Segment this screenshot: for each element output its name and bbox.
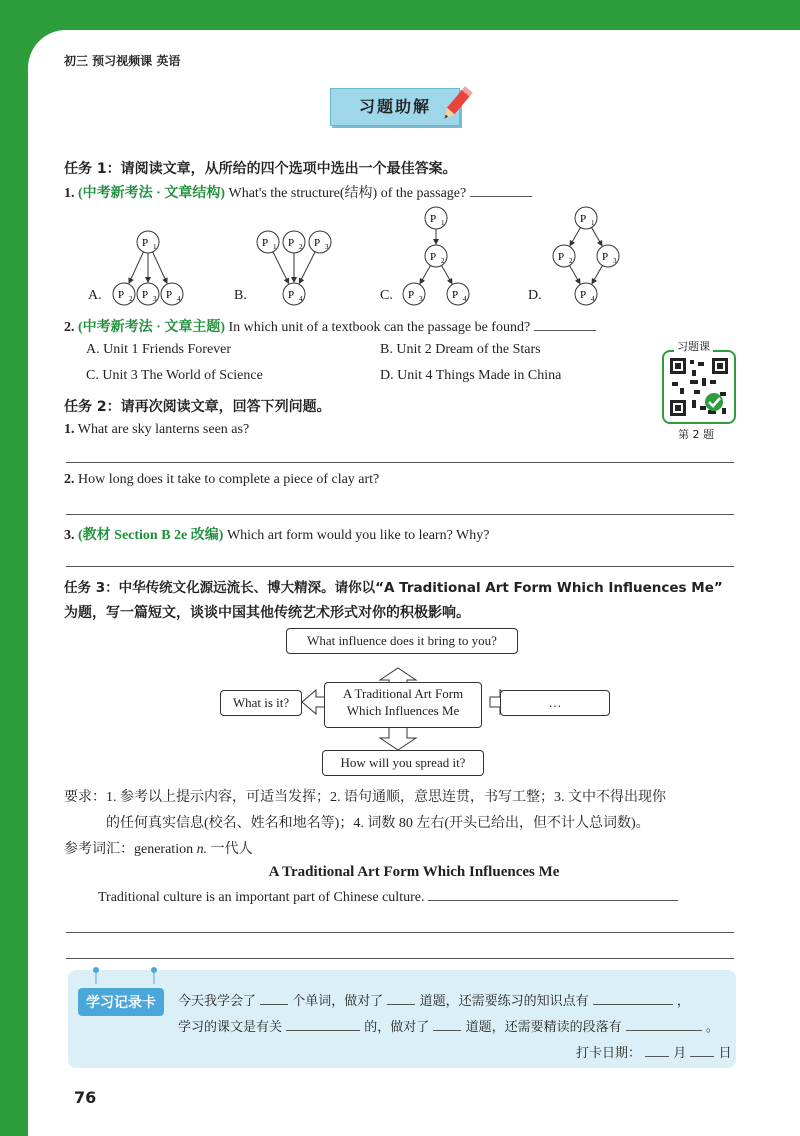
q-text: What are sky lanterns seen as?	[77, 422, 250, 437]
svg-text:P: P	[429, 213, 437, 225]
node-c-p1	[425, 207, 447, 229]
q-text: What's the structure(结构) of the passage?	[228, 186, 467, 201]
answer-line[interactable]	[66, 566, 734, 567]
card-line3	[576, 1042, 732, 1061]
q-text: How long does it take to complete a piece of clay art?	[78, 472, 380, 487]
structure-arrow	[592, 228, 602, 246]
card-text: 道题，还需要精读的段落有	[465, 1020, 622, 1035]
structure-arrow	[273, 252, 289, 283]
task2-q1	[64, 422, 249, 438]
svg-text:P: P	[429, 251, 437, 263]
svg-text:3: 3	[613, 257, 617, 265]
answer-blank[interactable]	[470, 196, 532, 197]
q-tag: (教材 Section B 2e 改编)	[78, 528, 224, 543]
svg-text:3: 3	[419, 295, 423, 303]
q-tag: (中考新考法 · 文章主题)	[78, 320, 225, 335]
essay-title: A Traditional Art Form Which Influences Me	[268, 864, 560, 880]
qr-pattern	[664, 352, 734, 422]
structure-arrow	[420, 266, 430, 284]
option-b[interactable]: B. Unit 2 Dream of the Stars	[380, 342, 541, 357]
structure-arrow	[570, 228, 580, 246]
record-card-label: 学习记录卡	[78, 988, 164, 1016]
node-a-p1	[137, 231, 159, 253]
svg-text:P: P	[313, 237, 321, 249]
q-number: 1.	[64, 186, 75, 201]
node-a-p4	[161, 283, 183, 305]
mindmap-right-box: …	[500, 690, 610, 716]
structure-arrow	[570, 266, 580, 284]
arrow-left	[302, 690, 326, 714]
option-d[interactable]: D.	[528, 288, 542, 303]
task3-title-line1: 任务 3：中华传统文化源远流长、博大精深。请你以“A Traditional Art Form Which Influences Me”	[64, 580, 723, 596]
svg-text:P: P	[579, 213, 587, 225]
correct-count-blank[interactable]	[387, 1004, 415, 1005]
qr-title: 习题课	[674, 338, 713, 354]
q-number: 3.	[64, 528, 75, 543]
task2-q2	[64, 472, 379, 488]
svg-text:P: P	[141, 237, 149, 249]
svg-text:P: P	[579, 289, 587, 301]
pencil-icon	[438, 82, 478, 126]
vocab-meaning: 一代人	[210, 842, 253, 857]
structure-arrow	[592, 266, 602, 284]
card-text: 今天我学会了	[178, 994, 257, 1009]
node-c-p4	[447, 283, 469, 305]
svg-text:4: 4	[299, 295, 303, 303]
answer-line[interactable]	[66, 514, 734, 515]
option-b[interactable]: B.	[234, 288, 247, 303]
lesson-topic-blank[interactable]	[286, 1030, 360, 1031]
q-number: 2.	[64, 320, 75, 335]
node-b-p2	[283, 231, 305, 253]
option-d[interactable]: D. Unit 4 Things Made in China	[380, 368, 562, 383]
structure-arrow	[153, 252, 167, 283]
card-text: 打卡日期：	[576, 1046, 642, 1061]
breadcrumb: 初三 预习视频课 英语	[64, 54, 181, 68]
card-text: 日	[718, 1046, 732, 1061]
answer-line[interactable]	[66, 462, 734, 463]
node-d-p4	[575, 283, 597, 305]
option-a[interactable]: A. Unit 1 Friends Forever	[86, 342, 232, 357]
svg-text:P: P	[601, 251, 609, 263]
card-pins	[88, 964, 168, 984]
q-tag: (中考新考法 · 文章结构)	[78, 186, 225, 201]
qr-caption: 第 2 题	[678, 428, 714, 441]
task1-q2	[64, 316, 596, 336]
structure-arrow	[129, 252, 143, 283]
mindmap-bottom-box: How will you spread it?	[322, 750, 484, 776]
card-text: 。	[705, 1020, 719, 1035]
day-blank[interactable]	[690, 1056, 714, 1057]
option-c[interactable]: C. Unit 3 The World of Science	[86, 368, 263, 383]
node-d-p3	[597, 245, 619, 267]
requirements-line2: 的任何真实信息(校名、姓名和地名等)；4. 词数 80 左右(开头已给出，但不计人总词数)。	[106, 816, 650, 831]
qr-code[interactable]	[662, 350, 736, 424]
svg-text:3: 3	[153, 295, 157, 303]
node-d-p1	[575, 207, 597, 229]
node-b-p3	[309, 231, 331, 253]
q-text: Which art form would you like to learn? Why?	[226, 528, 490, 543]
card-text: 学习的课文是有关	[178, 1020, 283, 1035]
page-number: 76	[74, 1088, 97, 1107]
structure-options-diagram	[78, 202, 718, 312]
task1-title: 任务 1：请阅读文章，从所给的四个选项中选出一个最佳答案。	[64, 161, 457, 177]
reference-vocab	[64, 838, 253, 858]
requirements-line1: 要求：1. 参考以上提示内容，可适当发挥；2. 语句通顺，意思连贯，书写工整；3. 文中不得出现你	[64, 790, 666, 805]
q-number: 2.	[64, 472, 75, 487]
card-text: 的，做对了	[364, 1020, 430, 1035]
mindmap-top-box: What influence does it bring to you?	[286, 628, 518, 654]
svg-text:4: 4	[177, 295, 181, 303]
node-c-p2	[425, 245, 447, 267]
svg-text:1: 1	[591, 219, 595, 227]
answer-blank[interactable]	[534, 330, 596, 331]
svg-text:P: P	[141, 289, 149, 301]
svg-text:P: P	[287, 237, 295, 249]
svg-text:4: 4	[463, 295, 467, 303]
svg-text:P: P	[261, 237, 269, 249]
node-c-p3	[403, 283, 425, 305]
structure-arrow	[442, 266, 452, 284]
q-text: In which unit of a textbook can the passage be found?	[228, 320, 531, 335]
svg-text:3: 3	[325, 243, 329, 251]
structure-arrow	[299, 252, 315, 283]
vocab-prefix: 参考词汇：generation	[64, 842, 194, 857]
center-line1: A Traditional Art Form	[342, 686, 464, 701]
mindmap-center-box	[324, 682, 482, 728]
node-a-p3	[137, 283, 159, 305]
page	[28, 30, 800, 1136]
task3-title-line2: 为题，写一篇短文，谈谈中国其他传统艺术形式对你的积极影响。	[64, 605, 470, 621]
word-count-blank[interactable]	[260, 1004, 288, 1005]
q-number: 1.	[64, 422, 75, 437]
card-text: 道题，还需要练习的知识点有	[419, 994, 589, 1009]
practice-points-blank[interactable]	[593, 1004, 673, 1005]
essay-line[interactable]	[66, 932, 734, 933]
correct-count-blank[interactable]	[433, 1030, 461, 1031]
svg-text:4: 4	[591, 295, 595, 303]
svg-text:2: 2	[569, 257, 573, 265]
node-a-p2	[113, 283, 135, 305]
essay-start-text: Traditional culture is an important part of Chinese culture.	[98, 890, 425, 905]
node-b-p4	[283, 283, 305, 305]
svg-text:2: 2	[299, 243, 303, 251]
svg-text:P: P	[165, 289, 173, 301]
card-line2	[178, 1016, 719, 1035]
essay-start	[98, 890, 678, 906]
center-line2: Which Influences Me	[346, 703, 460, 718]
card-text: 个单词，做对了	[292, 994, 384, 1009]
task1-q1	[64, 182, 532, 202]
svg-text:P: P	[287, 289, 295, 301]
svg-text:1: 1	[273, 243, 277, 251]
month-blank[interactable]	[645, 1056, 669, 1057]
task2-q3	[64, 524, 490, 544]
section-banner: 习题助解	[330, 88, 460, 126]
vocab-pos: n.	[196, 842, 208, 857]
card-text: ，	[676, 994, 690, 1009]
node-b-p1	[257, 231, 279, 253]
essay-line[interactable]	[66, 958, 734, 959]
svg-text:2: 2	[441, 257, 445, 265]
svg-text:P: P	[451, 289, 459, 301]
svg-text:2: 2	[129, 295, 133, 303]
svg-text:P: P	[407, 289, 415, 301]
svg-text:1: 1	[153, 243, 157, 251]
paragraph-blank[interactable]	[626, 1030, 702, 1031]
option-c[interactable]: C.	[380, 288, 393, 303]
card-text: 月	[673, 1046, 687, 1061]
essay-blank[interactable]	[428, 900, 678, 901]
svg-text:1: 1	[441, 219, 445, 227]
mindmap-left-box: What is it?	[220, 690, 302, 716]
node-d-p2	[553, 245, 575, 267]
task2-title: 任务 2：请再次阅读文章，回答下列问题。	[64, 399, 331, 415]
arrow-down	[380, 726, 416, 750]
svg-text:P: P	[557, 251, 565, 263]
option-a[interactable]: A.	[88, 288, 102, 303]
card-line1	[178, 990, 690, 1009]
svg-text:P: P	[117, 289, 125, 301]
